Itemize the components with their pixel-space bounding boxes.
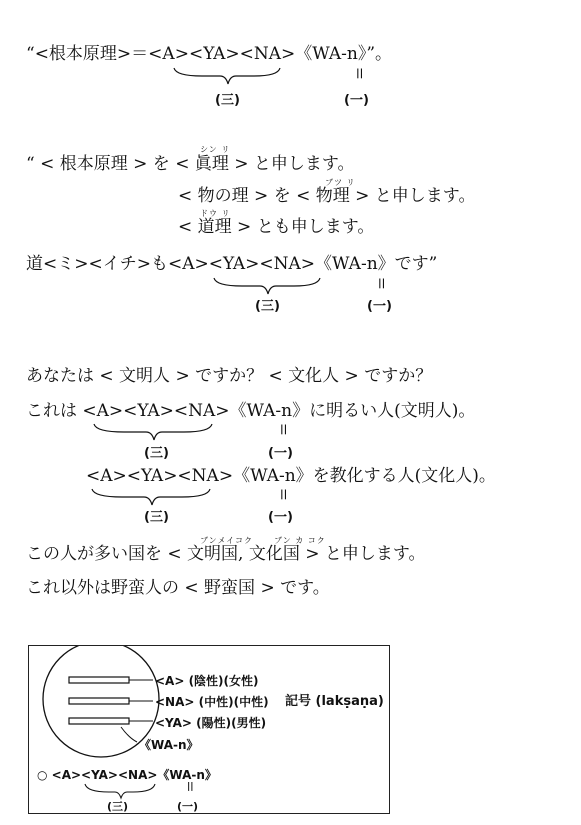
- label-ya: <YA> (陽性)(男性): [155, 716, 267, 730]
- sign-label: 記号 (lakṣaṇa): [285, 694, 384, 709]
- equality-mark-4: ||: [280, 489, 288, 500]
- block3-line2: これは <A><YA><NA>《WA-n》に明るい人(文明人)。: [26, 401, 476, 421]
- ruby-shinri: シン リ: [200, 145, 231, 154]
- ruby-bunmeikoku: ブンメイコク: [200, 536, 253, 545]
- equality-mark-2: ||: [378, 278, 386, 289]
- label-one-3: (一): [268, 446, 293, 461]
- block1-line: “<根本原理>＝<A><YA><NA>《WA-n》”。: [26, 44, 393, 64]
- diagram-box: [28, 645, 390, 814]
- ruby-butsuri: ブツ リ: [325, 178, 356, 187]
- diagram-bottom-line: ○ <A><YA><NA>《WA-n》: [37, 768, 217, 782]
- label-one: (一): [344, 93, 369, 108]
- block3-line1: あなたは < 文明人 > ですか？ < 文化人 > ですか？: [26, 366, 433, 386]
- block2-line2: < 物の理 > を < 物理 > と申します。: [178, 186, 476, 206]
- block2-line1: “ < 根本原理 > を < 眞理 > と申します。: [26, 154, 355, 174]
- block2-line4: 道<ミ><イチ>も<A><YA><NA>《WA-n》です”: [26, 254, 438, 274]
- label-wa: 《WA-n》: [139, 738, 199, 752]
- label-three: (三): [215, 93, 240, 108]
- label-one-4: (一): [268, 510, 293, 525]
- diagram-label-one: (一): [177, 800, 199, 813]
- label-a: <A> (陰性)(女性): [155, 674, 259, 688]
- label-na: <NA> (中性)(中性): [155, 695, 269, 709]
- ruby-douri: ドウ リ: [200, 209, 231, 218]
- label-three-3: (三): [144, 446, 169, 461]
- brace-three-3: [92, 422, 214, 444]
- diagram-label-three: (三): [107, 800, 129, 813]
- block2-line3: < 道理 > とも申します。: [178, 217, 375, 237]
- brace-three: [172, 66, 282, 88]
- diagram-equality-mark: ||: [187, 782, 194, 792]
- label-three-2: (三): [255, 299, 280, 314]
- label-three-4: (三): [144, 510, 169, 525]
- block3-line4: この人が多い国を < 文明国, 文化国 > と申します。: [26, 544, 426, 564]
- label-one-2: (一): [367, 299, 392, 314]
- block3-line3: <A><YA><NA>《WA-n》を教化する人(文化人)。: [86, 466, 496, 486]
- ruby-bunkakoku: ブン カ コク: [274, 536, 326, 545]
- block3-line5: これ以外は野蛮人の < 野蛮国 > です。: [26, 578, 330, 598]
- equality-mark: ||: [356, 68, 364, 79]
- equality-mark-3: ||: [280, 424, 288, 435]
